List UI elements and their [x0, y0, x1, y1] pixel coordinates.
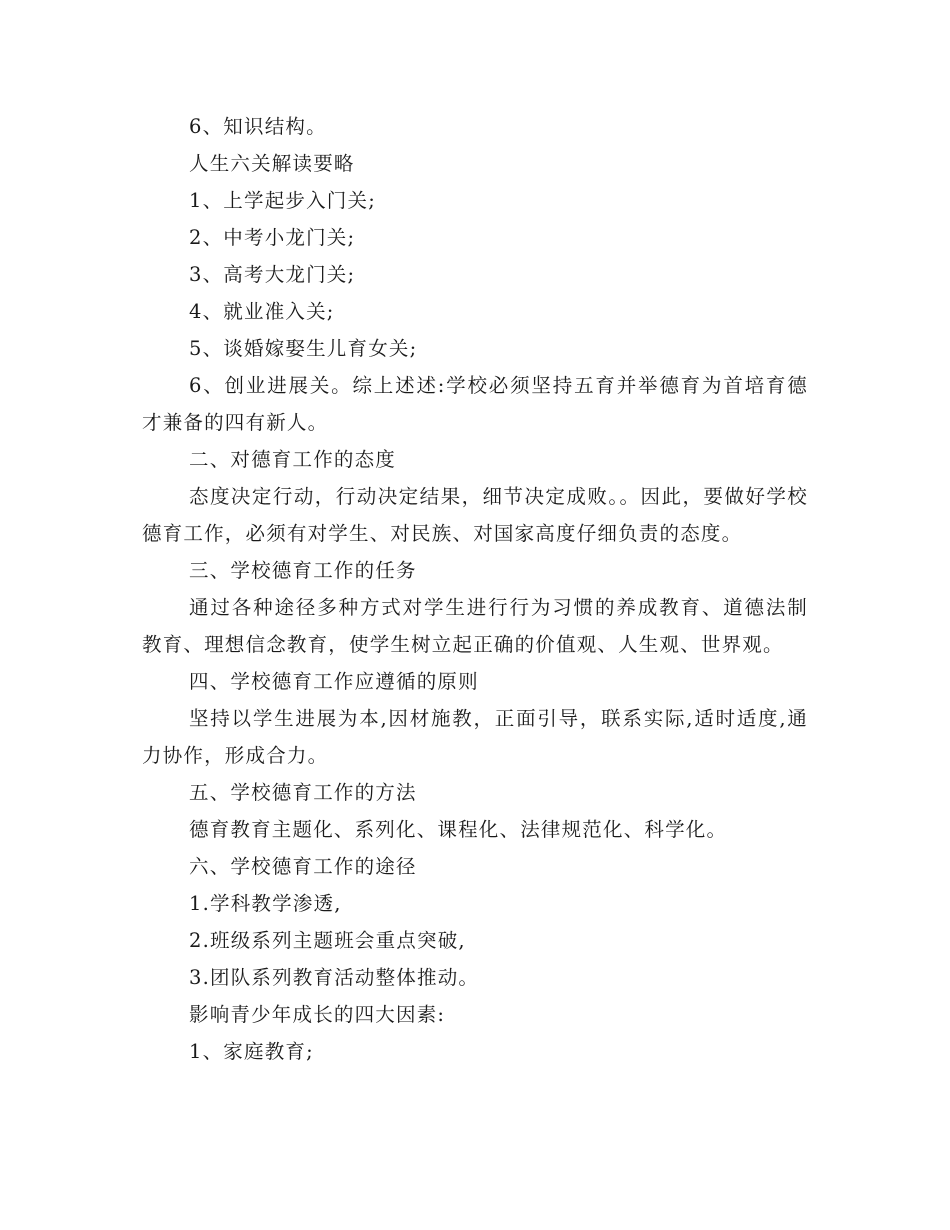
list-item: 2、中考小龙门关;: [189, 226, 356, 249]
list-item: 1、家庭教育;: [189, 1040, 314, 1063]
list-item: 1.学科教学渗透,: [189, 892, 342, 915]
list-item: 5、谈婚嫁娶生儿育女关;: [189, 337, 418, 360]
list-item: 1、上学起步入门关;: [189, 189, 376, 212]
paragraph: 态度决定行动，行动决定结果，细节决定成败。。因此，要做好学校德育工作，必须有对学生、对民族、对国家高度仔细负责的态度。: [142, 485, 808, 545]
paragraph: 坚持以学生进展为本,因材施教，正面引导，联系实际,适时适度,通力协作，形成合力。: [142, 707, 808, 767]
list-item: 3、高考大龙门关;: [189, 263, 356, 286]
document-body: [142, 108, 808, 1070]
list-item: 4、就业准入关;: [189, 300, 335, 323]
section-heading: 六、学校德育工作的途径: [189, 855, 417, 878]
paragraph: 通过各种途径多种方式对学生进行行为习惯的养成教育、道德法制教育、理想信念教育，使学生树立起正确的价值观、人生观、世界观。: [142, 596, 808, 656]
section-heading: 二、对德育工作的态度: [189, 448, 397, 471]
section-heading: 五、学校德育工作的方法: [189, 781, 417, 804]
section-heading: 四、学校德育工作应遵循的原则: [189, 670, 479, 693]
section-heading: 三、学校德育工作的任务: [189, 559, 417, 582]
paragraph: 6、知识结构。: [189, 115, 327, 138]
list-item: 3.团队系列教育活动整体推动。: [189, 966, 480, 989]
section-heading: 人生六关解读要略: [189, 152, 355, 175]
list-item: 2.班级系列主题班会重点突破,: [189, 929, 466, 952]
list-item: 6、创业进展关。综上述述:学校必须坚持五育并举德育为首培育德才兼备的四有新人。: [142, 374, 808, 434]
paragraph: 德育教育主题化、系列化、课程化、法律规范化、科学化。: [189, 818, 728, 841]
section-heading: 影响青少年成长的四大因素:: [189, 1003, 446, 1026]
